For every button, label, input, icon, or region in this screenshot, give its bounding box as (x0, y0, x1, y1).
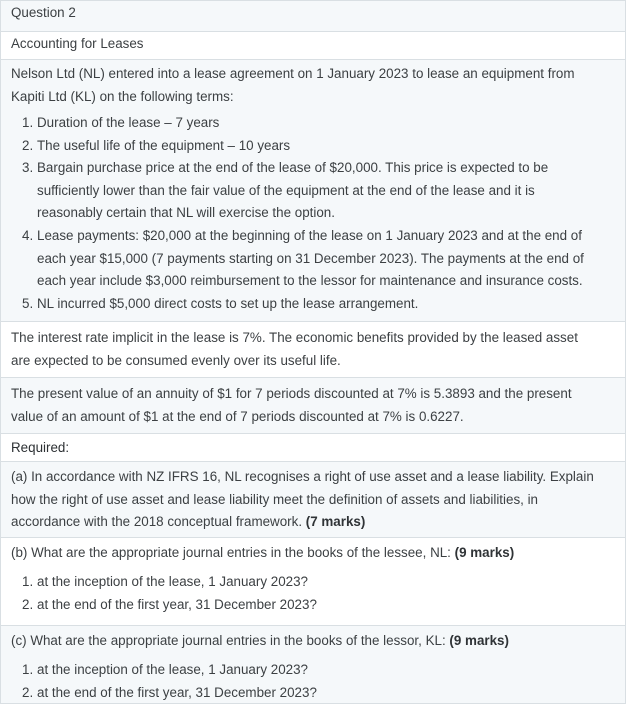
topic-title: Accounting for Leases (11, 36, 144, 51)
list-number: 3. (22, 160, 34, 176)
part-c-question (11, 630, 625, 652)
list-number: 4. (22, 227, 34, 243)
part-a-line: (a) In accordance with NZ IFRS 16, NL recognises a right of use asset and a lease liability. Explain (11, 469, 594, 484)
interest-line: are expected to be consumed evenly over its useful life. (11, 352, 341, 368)
part-b-item-text: at the end of the first year, 31 December 2023? (37, 596, 317, 612)
part-a-row (1, 461, 625, 537)
part-c-list (11, 659, 625, 704)
scenario-row (1, 59, 625, 321)
present-value-row (1, 377, 625, 433)
required-row (1, 433, 625, 461)
part-a-line: accordance with the 2018 conceptual framework. (11, 514, 306, 529)
part-b-row (1, 537, 625, 625)
part-b-text: (b) What are the appropriate journal entries in the books of the lessee, NL: (11, 545, 455, 560)
lease-terms-list (11, 112, 625, 315)
intro-line: Kapiti Ltd (KL) on the following terms: (11, 88, 234, 104)
list-number: 2. (22, 596, 34, 612)
list-number: 2. (22, 684, 34, 700)
list-item (11, 157, 625, 225)
part-a-marks: (7 marks) (305, 514, 366, 529)
term-text: NL incurred $5,000 direct costs to set up the lease arrangement. (37, 295, 419, 311)
term-text: each year $15,000 (7 payments starting on 31 December 2023). The payments at the end of (37, 250, 584, 266)
part-c-marks: (9 marks) (449, 633, 509, 648)
part-c-row (1, 625, 625, 703)
part-c-text: (c) What are the appropriate journal entries in the books of the lessor, KL: (11, 633, 450, 648)
intro-paragraph (11, 63, 625, 108)
part-b-question (11, 542, 625, 564)
list-item (11, 293, 625, 316)
present-value-paragraph (11, 383, 625, 428)
list-item (11, 659, 625, 682)
term-text: reasonably certain that NL will exercise the option. (37, 205, 335, 221)
pv-line: value of an amount of $1 at the end of 7 periods discounted at 7% is 0.6227. (11, 408, 464, 424)
required-label: Required: (11, 440, 70, 455)
list-number: 1. (22, 115, 34, 130)
part-b-list (11, 571, 625, 616)
part-a-paragraph (11, 466, 625, 534)
list-number: 1. (22, 662, 34, 677)
intro-line: Nelson Ltd (NL) entered into a lease agreement on 1 January 2023 to lease an equipment from (11, 66, 575, 81)
interest-row (1, 321, 625, 377)
term-text: Duration of the lease – 7 years (37, 115, 220, 130)
question-label: Question 2 (11, 5, 76, 20)
list-item (11, 112, 625, 135)
list-item (11, 594, 625, 617)
part-b-marks: (9 marks) (454, 545, 515, 560)
part-a-line: how the right of use asset and lease liability meet the definition of assets and liabilities, in (11, 491, 539, 507)
list-number: 1. (22, 574, 34, 589)
list-item (11, 571, 625, 594)
term-text: sufficiently lower than the fair value of the equipment at the end of the lease and it is (37, 182, 535, 198)
list-item (11, 135, 625, 158)
term-text: Lease payments: $20,000 at the beginning of the lease on 1 January 2023 and at the end of (37, 227, 582, 243)
topic-row (1, 31, 625, 59)
list-number: 5. (22, 295, 34, 311)
list-item (11, 682, 625, 704)
term-text: Bargain purchase price at the end of the lease of $20,000. This price is expected to be (37, 160, 549, 176)
term-text: each year include $3,000 reimbursement to the lessor for maintenance and insurance costs. (37, 273, 583, 289)
part-b-item-text: at the inception of the lease, 1 January 2023? (37, 574, 308, 589)
part-c-item-text: at the end of the first year, 31 December 2023? (37, 684, 317, 700)
interest-line: The interest rate implicit in the lease is 7%. The economic benefits provided by the leased asset (11, 330, 578, 345)
question-header-row (1, 1, 625, 31)
interest-paragraph (11, 327, 625, 372)
list-number: 2. (22, 137, 34, 153)
list-item (11, 225, 625, 293)
pv-line: The present value of an annuity of $1 for 7 periods discounted at 7% is 5.3893 and the present (11, 386, 572, 401)
part-c-item-text: at the inception of the lease, 1 January 2023? (37, 662, 308, 677)
term-text: The useful life of the equipment – 10 years (37, 137, 291, 153)
